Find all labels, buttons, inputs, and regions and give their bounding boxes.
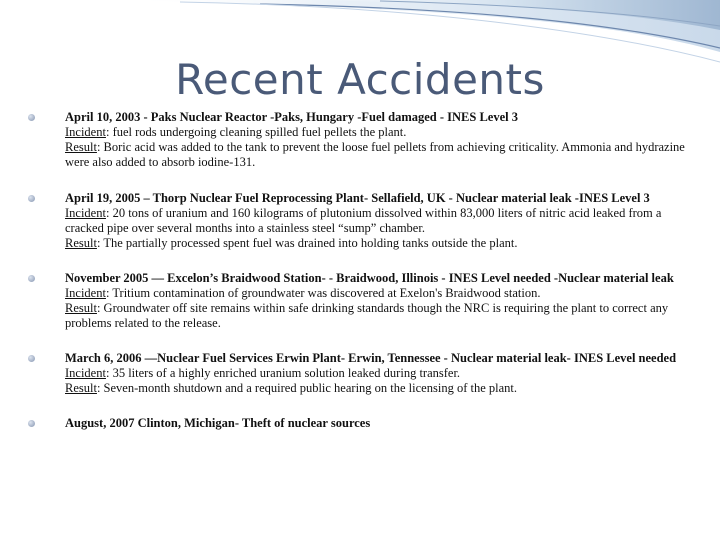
incident-line — [65, 366, 688, 381]
item-heading: March 6, 2006 —Nuclear Fuel Services Erwin Plant- Erwin, Tennessee - Nuclear material leak- INES Level needed — [65, 351, 677, 365]
result-text: : The partially processed spent fuel was drained into holding tanks outside the plant. — [96, 236, 518, 250]
incident-line — [65, 206, 688, 236]
incident-label: Incident — [65, 286, 106, 300]
result-label: Result — [65, 381, 97, 395]
incident-text: : Tritium contamination of groundwater was discovered at Exelon's Braidwood station. — [105, 286, 541, 300]
bullet-icon — [28, 275, 35, 282]
result-text: : Boric acid was added to the tank to prevent the loose fuel pellets from achieving criticality. Ammonia and hydrazine were also added to absorb iodine-131. — [65, 140, 685, 169]
accident-list — [28, 110, 688, 431]
incident-line — [65, 286, 688, 301]
result-line — [65, 236, 688, 251]
result-label: Result — [65, 236, 97, 250]
list-item — [28, 110, 688, 170]
incident-text: : fuel rods undergoing cleaning spilled fuel pellets the plant. — [105, 125, 407, 139]
incident-label: Incident — [65, 366, 106, 380]
incident-text: : 20 tons of uranium and 160 kilograms of plutonium dissolved within 83,000 liters of nitric acid leaked from a cracked pipe over several months into a stainless steel “sump” chamber. — [65, 206, 662, 235]
result-text: : Seven-month shutdown and a required public hearing on the licensing of the plant. — [96, 381, 517, 395]
result-label: Result — [65, 301, 97, 315]
list-item — [28, 416, 688, 431]
list-item — [28, 271, 688, 331]
result-line — [65, 301, 688, 331]
list-item — [28, 351, 688, 396]
incident-text: : 35 liters of a highly enriched uranium solution leaked during transfer. — [105, 366, 461, 380]
item-heading: August, 2007 Clinton, Michigan- Theft of nuclear sources — [65, 416, 371, 430]
item-heading: April 10, 2003 - Paks Nuclear Reactor -Paks, Hungary -Fuel damaged - INES Level 3 — [65, 110, 518, 124]
incident-label: Incident — [65, 125, 106, 139]
result-line — [65, 140, 688, 170]
incident-line — [65, 125, 688, 140]
incident-label: Incident — [65, 206, 106, 220]
bullet-icon — [28, 114, 35, 121]
bullet-icon — [28, 355, 35, 362]
bullet-icon — [28, 195, 35, 202]
result-line — [65, 381, 688, 396]
bullet-icon — [28, 420, 35, 427]
list-item — [28, 191, 688, 251]
result-text: : Groundwater off site remains within safe drinking standards though the NRC is requiring the plant to correct any problems related to the release. — [65, 301, 669, 330]
slide-title: Recent Accidents — [175, 55, 545, 104]
item-heading: April 19, 2005 – Thorp Nuclear Fuel Reprocessing Plant- Sellafield, UK - Nuclear material leak -INES Level 3 — [65, 191, 650, 205]
result-label: Result — [65, 140, 97, 154]
item-heading: November 2005 — Excelon’s Braidwood Station- - Braidwood, Illinois - INES Level needed -Nuclear material leak — [65, 271, 674, 285]
